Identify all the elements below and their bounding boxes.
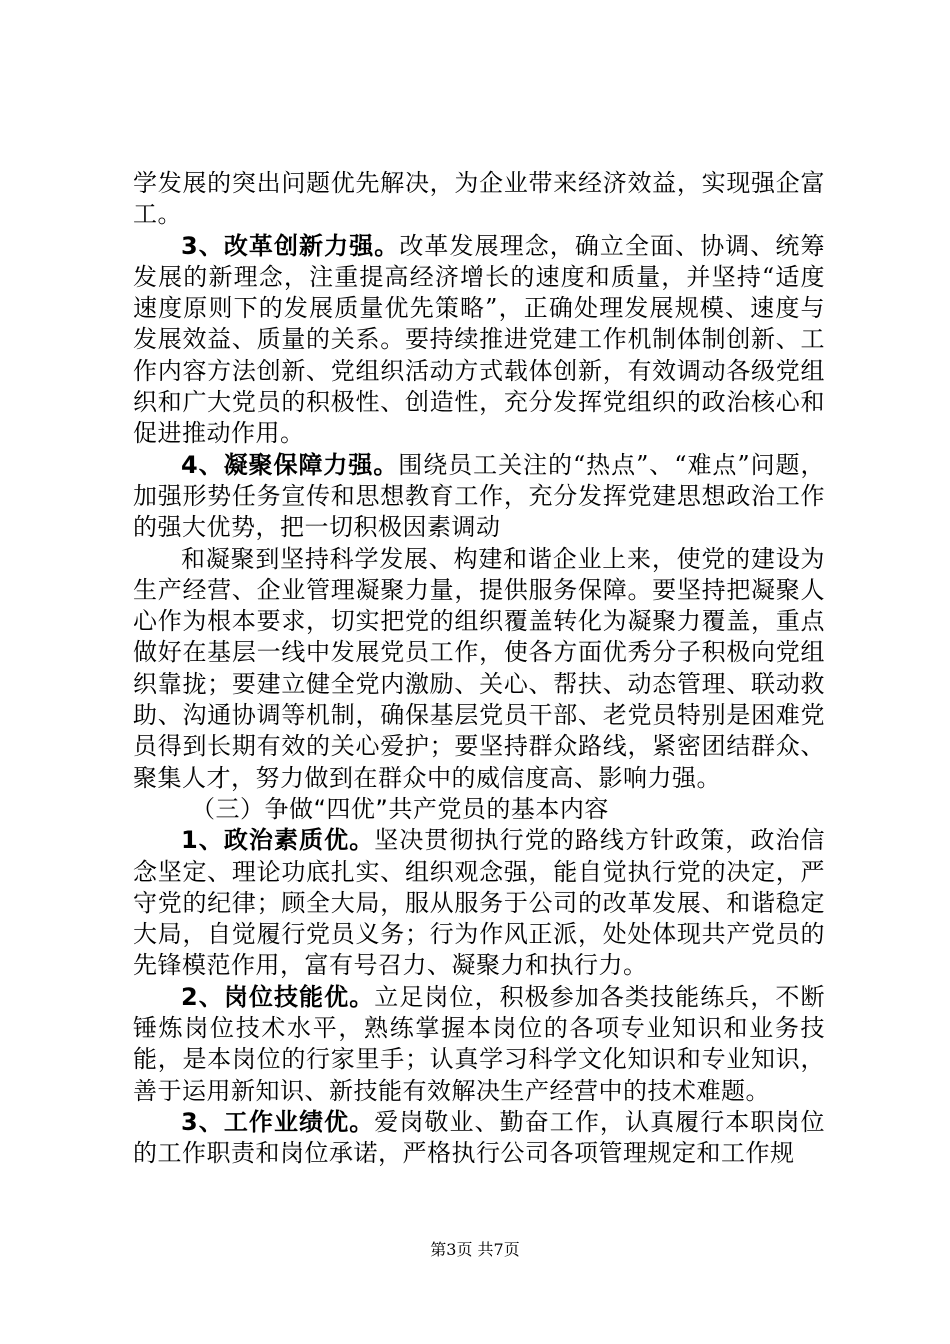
paragraph xyxy=(133,982,825,1107)
paragraph-text: 围绕员工关注的“热点”、“难点”问题，加强形势任务宣传和思想教育工作，充分发挥党建思想政治工作的强大优势，把一切积极因素调动 xyxy=(133,450,826,542)
paragraph xyxy=(133,168,825,231)
document-body xyxy=(133,168,825,1170)
paragraph-text: 坚决贯彻执行党的路线方针政策，政治信念坚定、理论功底扎实、组织观念强，能自觉执行党的决定，严守党的纪律；顾全大局，服从服务于公司的改革发展、和谐稳定大局，自觉履行党员义务；行为作风正派，处处体现共产党员的先锋模范作用，富有号召力、凝聚力和执行力。 xyxy=(133,826,826,980)
paragraph xyxy=(133,825,825,981)
paragraph xyxy=(133,450,825,544)
paragraph xyxy=(133,544,825,794)
paragraph-text: 爱岗敬业、勤奋工作，认真履行本职岗位的工作职责和岗位承诺，严格执行公司各项管理规定和工作规 xyxy=(133,1107,826,1168)
section-heading xyxy=(133,794,825,825)
paragraph-text: 立足岗位，积极参加各类技能练兵，不断锤炼岗位技术水平，熟练掌握本岗位的各项专业知识和业务技能，是本岗位的行家里手；认真学习科学文化知识和专业知识，善于运用新知识、新技能有效解决生产经营中的技术难题。 xyxy=(133,982,826,1105)
page-footer: 第3页 共7页 xyxy=(430,1240,520,1259)
paragraph-lead: 2、岗位技能优。 xyxy=(181,982,375,1011)
paragraph-text: 改革发展理念，确立全面、协调、统筹发展的新理念，注重提高经济增长的速度和质量，并坚持“适度速度原则下的发展质量优先策略”，正确处理发展规模、速度与发展效益、质量的关系。要持续推进党建工作机制体制创新、工作内容方法创新、党组织活动方式载体创新，有效调动各级党组织和广大党员的积极性、创造性，充分发挥党组织的政治核心和促进推动作用。 xyxy=(133,231,826,448)
paragraph-lead: 4、凝聚保障力强。 xyxy=(181,450,399,479)
paragraph-lead: 1、政治素质优。 xyxy=(181,826,375,855)
heading-text: （三）争做“四优”共产党员的基本内容 xyxy=(191,794,609,823)
paragraph-text: 和凝聚到坚持科学发展、构建和谐企业上来，使党的建设为生产经营、企业管理凝聚力量，提供服务保障。要坚持把凝聚人心作为根本要求，切实把党的组织覆盖转化为凝聚力覆盖，重点做好在基层一线中发展党员工作，使各方面优秀分子积极向党组织靠拢；要建立健全党内激励、关心、帮扶、动态管理、联动救助、沟通协调等机制，确保基层党员干部、老党员特别是困难党员得到长期有效的关心爱护；要坚持群众路线，紧密团结群众、聚集人才，努力做到在群众中的威信度高、影响力强。 xyxy=(133,544,825,792)
paragraph xyxy=(133,231,825,450)
paragraph-text: 学发展的突出问题优先解决，为企业带来经济效益，实现强企富工。 xyxy=(133,169,825,229)
paragraph-lead: 3、改革创新力强。 xyxy=(181,231,400,260)
paragraph xyxy=(133,1107,825,1170)
paragraph-lead: 3、工作业绩优。 xyxy=(181,1107,375,1136)
